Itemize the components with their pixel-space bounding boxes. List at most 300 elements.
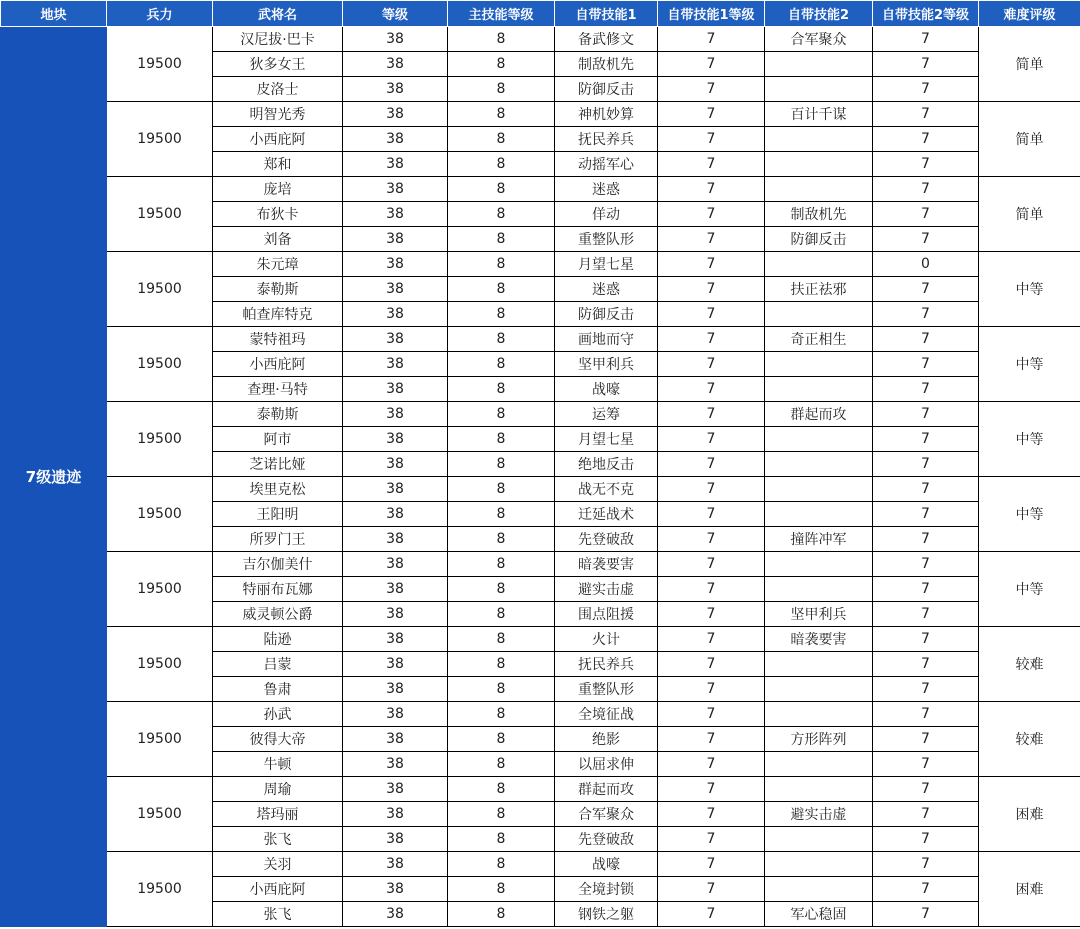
skill2-level-cell: 7 — [873, 102, 979, 127]
table-row — [1, 627, 1080, 652]
skill2-cell — [765, 752, 873, 777]
skill1-level-cell: 7 — [658, 452, 765, 477]
skill1-level-cell: 7 — [658, 577, 765, 602]
main-skill-level-cell: 8 — [448, 252, 555, 277]
general-name-cell: 张飞 — [213, 827, 343, 852]
skill1-cell: 全境封锁 — [555, 877, 658, 902]
table-row — [1, 252, 1080, 277]
skill2-level-cell: 7 — [873, 77, 979, 102]
skill2-cell — [765, 577, 873, 602]
general-name-cell: 芝诺比娅 — [213, 452, 343, 477]
skill2-cell — [765, 877, 873, 902]
table-row — [1, 27, 1080, 52]
skill2-level-cell: 7 — [873, 152, 979, 177]
skill2-cell — [765, 652, 873, 677]
main-skill-level-cell: 8 — [448, 502, 555, 527]
skill2-cell — [765, 377, 873, 402]
general-name-cell: 蒙特祖玛 — [213, 327, 343, 352]
main-skill-level-cell: 8 — [448, 477, 555, 502]
skill1-level-cell: 7 — [658, 727, 765, 752]
header-skill1-level: 自带技能1等级 — [658, 1, 765, 27]
general-name-cell: 王阳明 — [213, 502, 343, 527]
skill2-level-cell: 7 — [873, 652, 979, 677]
level-cell: 38 — [343, 127, 448, 152]
skill1-cell: 合军聚众 — [555, 802, 658, 827]
header-skill2: 自带技能2 — [765, 1, 873, 27]
troops-cell: 19500 — [107, 702, 213, 777]
skill2-cell — [765, 852, 873, 877]
skill1-cell: 重整队形 — [555, 227, 658, 252]
table-row — [1, 702, 1080, 727]
skill1-level-cell: 7 — [658, 102, 765, 127]
skill1-level-cell: 7 — [658, 352, 765, 377]
troops-cell: 19500 — [107, 777, 213, 852]
skill2-level-cell: 7 — [873, 777, 979, 802]
skill2-level-cell: 7 — [873, 502, 979, 527]
skill2-cell: 暗袭要害 — [765, 627, 873, 652]
skill2-level-cell: 7 — [873, 577, 979, 602]
table-row — [1, 852, 1080, 877]
header-skill1: 自带技能1 — [555, 1, 658, 27]
table-row — [1, 402, 1080, 427]
main-skill-level-cell: 8 — [448, 677, 555, 702]
main-skill-level-cell: 8 — [448, 52, 555, 77]
level-cell: 38 — [343, 452, 448, 477]
troops-cell: 19500 — [107, 552, 213, 627]
main-skill-level-cell: 8 — [448, 352, 555, 377]
general-name-cell: 明智光秀 — [213, 102, 343, 127]
skill1-level-cell: 7 — [658, 177, 765, 202]
skill1-level-cell: 7 — [658, 652, 765, 677]
skill2-cell — [765, 777, 873, 802]
general-name-cell: 关羽 — [213, 852, 343, 877]
skill1-cell: 全境征战 — [555, 702, 658, 727]
skill1-level-cell: 7 — [658, 502, 765, 527]
level-cell: 38 — [343, 852, 448, 877]
troops-cell: 19500 — [107, 402, 213, 477]
skill2-cell — [765, 302, 873, 327]
skill2-level-cell: 7 — [873, 677, 979, 702]
skill2-level-cell: 7 — [873, 702, 979, 727]
skill2-cell — [765, 552, 873, 577]
general-name-cell: 彼得大帝 — [213, 727, 343, 752]
level-cell: 38 — [343, 177, 448, 202]
skill2-level-cell: 7 — [873, 302, 979, 327]
difficulty-cell: 困难 — [979, 777, 1080, 852]
skill2-level-cell: 7 — [873, 752, 979, 777]
main-skill-level-cell: 8 — [448, 652, 555, 677]
skill1-level-cell: 7 — [658, 777, 765, 802]
level-cell: 38 — [343, 652, 448, 677]
skill1-level-cell: 7 — [658, 327, 765, 352]
skill2-cell: 避实击虚 — [765, 802, 873, 827]
troops-cell: 19500 — [107, 627, 213, 702]
skill1-cell: 画地而守 — [555, 327, 658, 352]
skill2-level-cell: 7 — [873, 627, 979, 652]
level-cell: 38 — [343, 502, 448, 527]
troops-cell: 19500 — [107, 27, 213, 102]
skill2-cell — [765, 477, 873, 502]
level-cell: 38 — [343, 477, 448, 502]
general-name-cell: 塔玛丽 — [213, 802, 343, 827]
level-cell: 38 — [343, 877, 448, 902]
skill2-cell — [765, 152, 873, 177]
main-skill-level-cell: 8 — [448, 702, 555, 727]
skill1-cell: 战嚎 — [555, 852, 658, 877]
main-skill-level-cell: 8 — [448, 27, 555, 52]
skill1-level-cell: 7 — [658, 752, 765, 777]
skill2-level-cell: 7 — [873, 802, 979, 827]
skill2-cell — [765, 702, 873, 727]
general-name-cell: 陆逊 — [213, 627, 343, 652]
level-cell: 38 — [343, 27, 448, 52]
skill2-level-cell: 7 — [873, 452, 979, 477]
skill1-cell: 抚民养兵 — [555, 127, 658, 152]
skill1-cell: 重整队形 — [555, 677, 658, 702]
skill1-level-cell: 7 — [658, 77, 765, 102]
general-name-cell: 周瑜 — [213, 777, 343, 802]
skill1-cell: 制敌机先 — [555, 52, 658, 77]
skill1-cell: 战无不克 — [555, 477, 658, 502]
skill1-cell: 先登破敌 — [555, 527, 658, 552]
difficulty-cell: 简单 — [979, 27, 1080, 102]
general-name-cell: 查理·马特 — [213, 377, 343, 402]
troops-cell: 19500 — [107, 852, 213, 927]
main-skill-level-cell: 8 — [448, 852, 555, 877]
main-skill-level-cell: 8 — [448, 302, 555, 327]
main-skill-level-cell: 8 — [448, 77, 555, 102]
skill1-cell: 战嚎 — [555, 377, 658, 402]
difficulty-cell: 简单 — [979, 102, 1080, 177]
header-difficulty: 难度评级 — [979, 1, 1080, 27]
general-name-cell: 小西庇阿 — [213, 127, 343, 152]
main-skill-level-cell: 8 — [448, 902, 555, 927]
difficulty-cell: 中等 — [979, 402, 1080, 477]
main-skill-level-cell: 8 — [448, 752, 555, 777]
skill2-cell: 方形阵列 — [765, 727, 873, 752]
skill1-level-cell: 7 — [658, 702, 765, 727]
skill2-level-cell: 7 — [873, 727, 979, 752]
table-row — [1, 327, 1080, 352]
skill2-cell: 群起而攻 — [765, 402, 873, 427]
level-cell: 38 — [343, 702, 448, 727]
skill1-level-cell: 7 — [658, 127, 765, 152]
level-cell: 38 — [343, 202, 448, 227]
skill2-level-cell: 7 — [873, 202, 979, 227]
skill2-level-cell: 7 — [873, 527, 979, 552]
level-cell: 38 — [343, 77, 448, 102]
table-row — [1, 552, 1080, 577]
main-skill-level-cell: 8 — [448, 127, 555, 152]
skill2-cell — [765, 452, 873, 477]
skill1-cell: 绝影 — [555, 727, 658, 752]
region-cell: 7级遗迹 — [1, 27, 107, 927]
general-name-cell: 小西庇阿 — [213, 352, 343, 377]
general-name-cell: 刘备 — [213, 227, 343, 252]
skill2-level-cell: 0 — [873, 252, 979, 277]
skill2-level-cell: 7 — [873, 602, 979, 627]
header-troops: 兵力 — [107, 1, 213, 27]
general-name-cell: 威灵顿公爵 — [213, 602, 343, 627]
skill1-cell: 火计 — [555, 627, 658, 652]
header-main-skill-level: 主技能等级 — [448, 1, 555, 27]
table-row — [1, 477, 1080, 502]
table-row — [1, 102, 1080, 127]
main-skill-level-cell: 8 — [448, 527, 555, 552]
skill2-cell: 制敌机先 — [765, 202, 873, 227]
main-skill-level-cell: 8 — [448, 152, 555, 177]
level-cell: 38 — [343, 52, 448, 77]
level-cell: 38 — [343, 327, 448, 352]
header-skill2-level: 自带技能2等级 — [873, 1, 979, 27]
level-cell: 38 — [343, 252, 448, 277]
skill2-cell: 扶正祛邪 — [765, 277, 873, 302]
skill2-level-cell: 7 — [873, 127, 979, 152]
skill2-cell — [765, 52, 873, 77]
main-skill-level-cell: 8 — [448, 177, 555, 202]
general-name-cell: 鲁肃 — [213, 677, 343, 702]
skill1-level-cell: 7 — [658, 602, 765, 627]
skill1-cell: 备武修文 — [555, 27, 658, 52]
level-cell: 38 — [343, 102, 448, 127]
skill1-cell: 防御反击 — [555, 77, 658, 102]
skill1-cell: 佯动 — [555, 202, 658, 227]
skill1-level-cell: 7 — [658, 252, 765, 277]
skill1-cell: 绝地反击 — [555, 452, 658, 477]
skill2-cell: 坚甲利兵 — [765, 602, 873, 627]
main-skill-level-cell: 8 — [448, 802, 555, 827]
level-cell: 38 — [343, 827, 448, 852]
difficulty-cell: 中等 — [979, 552, 1080, 627]
skill1-level-cell: 7 — [658, 302, 765, 327]
general-name-cell: 阿市 — [213, 427, 343, 452]
level-cell: 38 — [343, 352, 448, 377]
general-name-cell: 泰勒斯 — [213, 277, 343, 302]
difficulty-cell: 简单 — [979, 177, 1080, 252]
header-general-name: 武将名 — [213, 1, 343, 27]
difficulty-cell: 中等 — [979, 252, 1080, 327]
skill1-cell: 先登破敌 — [555, 827, 658, 852]
skill2-cell — [765, 127, 873, 152]
skill1-cell: 迷惑 — [555, 177, 658, 202]
level-cell: 38 — [343, 752, 448, 777]
skill1-cell: 抚民养兵 — [555, 652, 658, 677]
general-name-cell: 狄多女王 — [213, 52, 343, 77]
skill2-cell: 百计千谋 — [765, 102, 873, 127]
skill2-cell: 合军聚众 — [765, 27, 873, 52]
main-skill-level-cell: 8 — [448, 727, 555, 752]
skill1-cell: 钢铁之躯 — [555, 902, 658, 927]
skill2-level-cell: 7 — [873, 227, 979, 252]
general-name-cell: 布狄卡 — [213, 202, 343, 227]
level-cell: 38 — [343, 302, 448, 327]
main-skill-level-cell: 8 — [448, 577, 555, 602]
difficulty-cell: 困难 — [979, 852, 1080, 927]
general-name-cell: 泰勒斯 — [213, 402, 343, 427]
header-region: 地块 — [1, 1, 107, 27]
main-skill-level-cell: 8 — [448, 602, 555, 627]
skill1-cell: 神机妙算 — [555, 102, 658, 127]
main-skill-level-cell: 8 — [448, 402, 555, 427]
general-name-cell: 小西庇阿 — [213, 877, 343, 902]
skill2-level-cell: 7 — [873, 177, 979, 202]
skill2-level-cell: 7 — [873, 877, 979, 902]
troops-cell: 19500 — [107, 252, 213, 327]
level-cell: 38 — [343, 577, 448, 602]
skill2-cell — [765, 427, 873, 452]
difficulty-cell: 较难 — [979, 702, 1080, 777]
level-cell: 38 — [343, 677, 448, 702]
skill1-level-cell: 7 — [658, 552, 765, 577]
level-cell: 38 — [343, 802, 448, 827]
skill1-cell: 防御反击 — [555, 302, 658, 327]
skill2-level-cell: 7 — [873, 277, 979, 302]
general-name-cell: 郑和 — [213, 152, 343, 177]
table-body — [1, 27, 1080, 927]
skill2-cell — [765, 252, 873, 277]
main-skill-level-cell: 8 — [448, 827, 555, 852]
skill1-cell: 避实击虚 — [555, 577, 658, 602]
main-skill-level-cell: 8 — [448, 102, 555, 127]
skill1-level-cell: 7 — [658, 827, 765, 852]
table-row — [1, 177, 1080, 202]
main-skill-level-cell: 8 — [448, 552, 555, 577]
skill1-cell: 以屈求伸 — [555, 752, 658, 777]
skill2-cell: 撞阵冲军 — [765, 527, 873, 552]
troops-cell: 19500 — [107, 477, 213, 552]
general-name-cell: 所罗门王 — [213, 527, 343, 552]
main-skill-level-cell: 8 — [448, 377, 555, 402]
skill1-level-cell: 7 — [658, 277, 765, 302]
header-level: 等级 — [343, 1, 448, 27]
skill2-level-cell: 7 — [873, 52, 979, 77]
skill2-level-cell: 7 — [873, 27, 979, 52]
main-skill-level-cell: 8 — [448, 277, 555, 302]
skill1-level-cell: 7 — [658, 52, 765, 77]
level-cell: 38 — [343, 602, 448, 627]
header-row — [1, 1, 1080, 27]
general-name-cell: 张飞 — [213, 902, 343, 927]
skill2-level-cell: 7 — [873, 902, 979, 927]
general-name-cell: 庞培 — [213, 177, 343, 202]
general-name-cell: 孙武 — [213, 702, 343, 727]
skill1-level-cell: 7 — [658, 877, 765, 902]
skill1-level-cell: 7 — [658, 427, 765, 452]
main-skill-level-cell: 8 — [448, 427, 555, 452]
level-cell: 38 — [343, 377, 448, 402]
skill1-cell: 运筹 — [555, 402, 658, 427]
general-name-cell: 皮洛士 — [213, 77, 343, 102]
difficulty-cell: 中等 — [979, 327, 1080, 402]
skill2-level-cell: 7 — [873, 552, 979, 577]
skill1-level-cell: 7 — [658, 377, 765, 402]
skill1-level-cell: 7 — [658, 152, 765, 177]
general-name-cell: 埃里克松 — [213, 477, 343, 502]
general-name-cell: 汉尼拔·巴卡 — [213, 27, 343, 52]
skill2-cell — [765, 77, 873, 102]
main-skill-level-cell: 8 — [448, 877, 555, 902]
main-skill-level-cell: 8 — [448, 227, 555, 252]
table-row — [1, 777, 1080, 802]
skill1-cell: 迷惑 — [555, 277, 658, 302]
skill2-level-cell: 7 — [873, 402, 979, 427]
skill2-cell: 军心稳固 — [765, 902, 873, 927]
skill2-level-cell: 7 — [873, 327, 979, 352]
skill2-level-cell: 7 — [873, 477, 979, 502]
level-cell: 38 — [343, 152, 448, 177]
skill1-level-cell: 7 — [658, 202, 765, 227]
skill2-cell — [765, 827, 873, 852]
skill1-cell: 群起而攻 — [555, 777, 658, 802]
skill2-cell: 奇正相生 — [765, 327, 873, 352]
general-name-cell: 特丽布瓦娜 — [213, 577, 343, 602]
skill2-level-cell: 7 — [873, 827, 979, 852]
level-cell: 38 — [343, 902, 448, 927]
skill2-cell — [765, 502, 873, 527]
skill2-cell: 防御反击 — [765, 227, 873, 252]
general-name-cell: 牛顿 — [213, 752, 343, 777]
skill2-cell — [765, 677, 873, 702]
skill2-cell — [765, 177, 873, 202]
skill1-level-cell: 7 — [658, 902, 765, 927]
skill1-cell: 坚甲利兵 — [555, 352, 658, 377]
level-cell: 38 — [343, 427, 448, 452]
skill2-level-cell: 7 — [873, 852, 979, 877]
difficulty-cell: 中等 — [979, 477, 1080, 552]
skill1-cell: 月望七星 — [555, 252, 658, 277]
level-cell: 38 — [343, 727, 448, 752]
general-name-cell: 朱元璋 — [213, 252, 343, 277]
level-cell: 38 — [343, 527, 448, 552]
skill1-level-cell: 7 — [658, 477, 765, 502]
skill1-cell: 迁延战术 — [555, 502, 658, 527]
skill1-level-cell: 7 — [658, 527, 765, 552]
general-name-cell: 吉尔伽美什 — [213, 552, 343, 577]
level-cell: 38 — [343, 402, 448, 427]
difficulty-cell: 较难 — [979, 627, 1080, 702]
level-cell: 38 — [343, 227, 448, 252]
skill1-level-cell: 7 — [658, 227, 765, 252]
troops-cell: 19500 — [107, 177, 213, 252]
skill1-cell: 月望七星 — [555, 427, 658, 452]
level-cell: 38 — [343, 627, 448, 652]
general-name-cell: 帕查库特克 — [213, 302, 343, 327]
skill1-level-cell: 7 — [658, 852, 765, 877]
level-cell: 38 — [343, 552, 448, 577]
skill1-cell: 动摇军心 — [555, 152, 658, 177]
troops-cell: 19500 — [107, 102, 213, 177]
skill1-level-cell: 7 — [658, 677, 765, 702]
main-skill-level-cell: 8 — [448, 777, 555, 802]
skill1-cell: 暗袭要害 — [555, 552, 658, 577]
skill1-level-cell: 7 — [658, 627, 765, 652]
main-skill-level-cell: 8 — [448, 327, 555, 352]
skill1-level-cell: 7 — [658, 802, 765, 827]
skill1-cell: 围点阻援 — [555, 602, 658, 627]
main-skill-level-cell: 8 — [448, 452, 555, 477]
skill1-level-cell: 7 — [658, 402, 765, 427]
level-cell: 38 — [343, 777, 448, 802]
skill1-level-cell: 7 — [658, 27, 765, 52]
general-name-cell: 吕蒙 — [213, 652, 343, 677]
main-skill-level-cell: 8 — [448, 202, 555, 227]
skill2-cell — [765, 352, 873, 377]
level-cell: 38 — [343, 277, 448, 302]
skill2-level-cell: 7 — [873, 427, 979, 452]
skill2-level-cell: 7 — [873, 377, 979, 402]
skill2-level-cell: 7 — [873, 352, 979, 377]
troops-cell: 19500 — [107, 327, 213, 402]
